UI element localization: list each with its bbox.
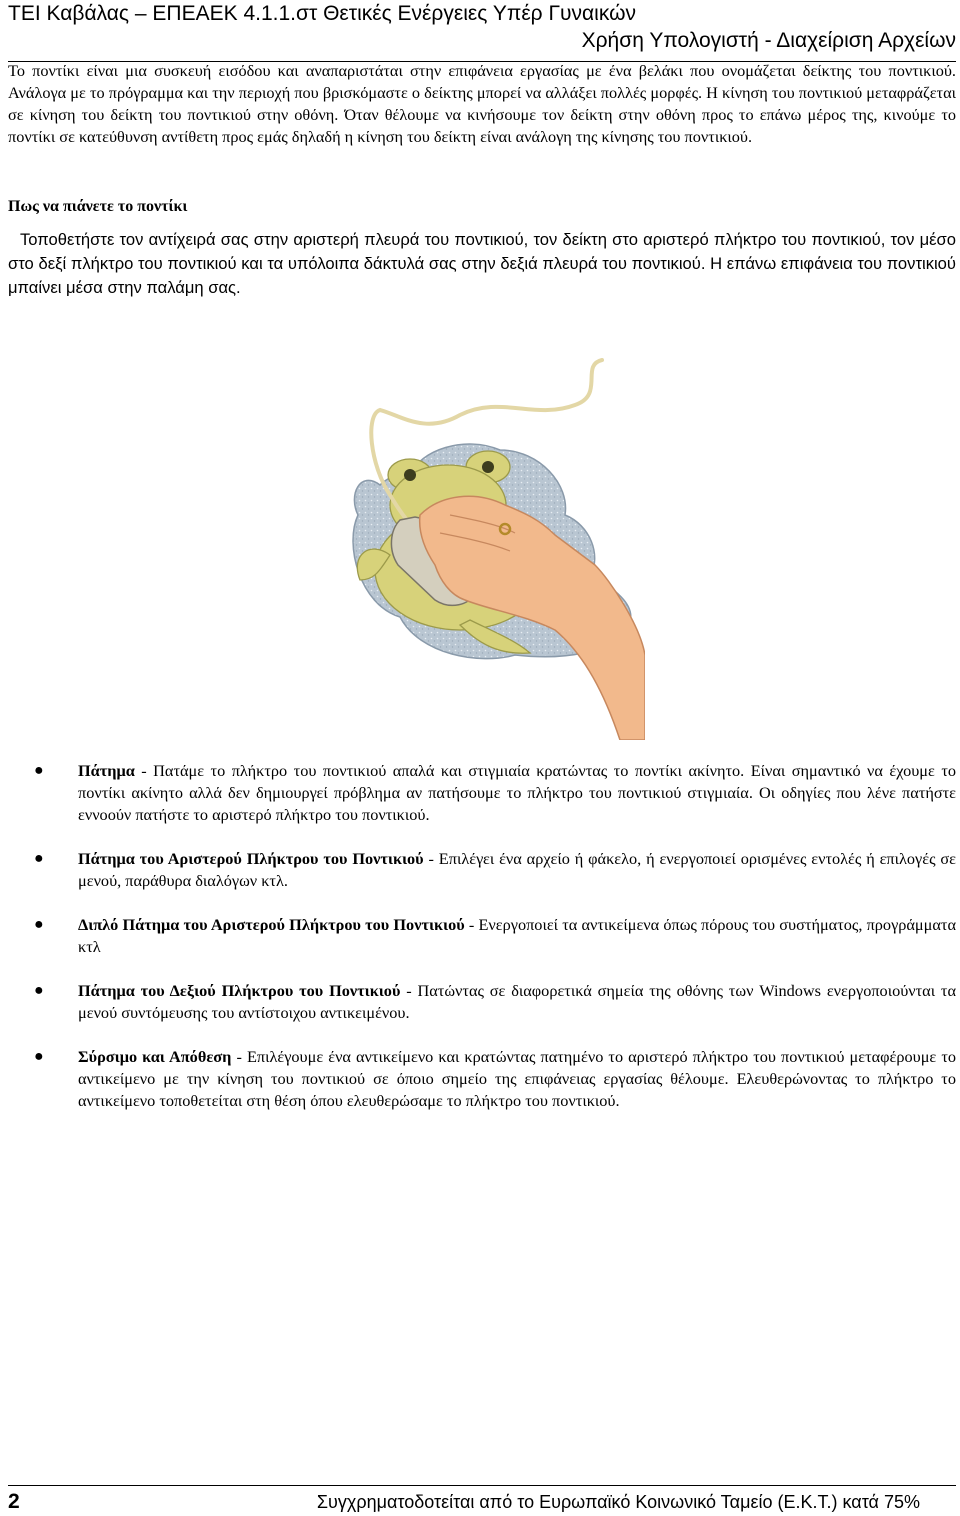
section-heading-holding-mouse: Πως να πιάνετε το ποντίκι: [8, 198, 188, 215]
list-item-right-click: ● Πάτημα του Δεξιού Πλήκτρου του Ποντικιού - Πατώντας σε διαφορετικά σημεία της οθόνης των Windows ενεργοποιούνται τα μενού συντόμευσης του αντίστοιχου αντικειμένου.: [34, 981, 957, 1022]
definition-text: Επιλέγει ένα αρχείο ή φάκελο, ή ενεργοποιεί ορισμένες εντολές ή επιλογές σε μενού, παράθυρα διαλόγων κτλ.: [78, 849, 957, 890]
term-label: Πάτημα: [78, 761, 135, 780]
header-course-title: Χρήση Υπολογιστή - Διαχείριση Αρχείων: [581, 29, 956, 52]
bullet-icon: ●: [34, 982, 44, 999]
term-label: Διπλό Πάτημα του Αριστερού Πλήκτρου του Ποντικιού: [78, 915, 465, 934]
definition-text: Πατώντας σε διαφορετικά σημεία της οθόνης των Windows ενεργοποιούνται τα μενού συντόμευσης του αντίστοιχου αντικειμένου.: [78, 981, 957, 1022]
term-label: Πάτημα του Δεξιού Πλήκτρου του Ποντικιού: [78, 981, 401, 1000]
definition-text: Πατάμε το πλήκτρο του ποντικιού απαλά και στιγμιαία κρατώντας το ποντίκι ακίνητο. Είναι σημαντικό να έχουμε το ποντίκι ακίνητο αλλά δεν δημιουργεί πρόβλημα αν πατήσουμε το πλήκτρο του ποντικιού στιγμιαία. Οι οδηγίες που λένε πατήστε εννοούν πατήστε το αριστερό πλήκτρο του ποντικιού.: [78, 761, 957, 824]
list-item-left-click: ● Πάτημα του Αριστερού Πλήκτρου του Ποντικιού - Επιλέγει ένα αρχείο ή φάκελο, ή ενεργοποιεί ορισμένες εντολές ή επιλογές σε μενού, παράθυρα διαλόγων κτλ.: [34, 849, 957, 890]
intro-paragraph: Το ποντίκι είναι μια συσκευή εισόδου και αναπαριστάται στην επιφάνεια εργασίας με ένα βελάκι που ονομάζεται δείκτης του ποντικιού. Ανάλογα με το πρόγραμμα και την περιοχή που βρισκόμαστε ο δείκτης μπορεί να αλλάξει πολλές μορφές. Η κίνηση του ποντικιού μεταφράζεται σε κίνηση του δείκτη του ποντικιού στην οθόνη. Όταν θέλουμε να κινήσουμε τον δείκτη στην οθόνη προς το επάνω μέρος της, κινούμε το ποντίκι σε κατεύθυνση αντίθετη προς εμάς δηλαδή η κίνηση του δείκτη είναι ανάλογη της κίνησης του ποντικιού.: [8, 61, 956, 146]
header-institution: ΤΕΙ Καβάλας – ΕΠΕΑΕΚ 4.1.1.στ Θετικές Ενέργειες Υπέρ Γυναικών: [8, 2, 636, 25]
bullet-icon: ●: [34, 762, 44, 779]
list-item-drag-and-drop: ● Σύρσιμο και Απόθεση - Επιλέγουμε ένα αντικείμενο και κρατώντας πατημένο το αριστερό πλήκτρο του ποντικιού μεταφέρουμε το αντικείμενο με την κίνηση του ποντικιού σε όποιο σημείο της επιφάνειας εργασίας θέλουμε. Ελευθερώνοντας το πλήκτρο το αντικείμενο τοποθετείται στη θέση όπου ελευθερώσαμε το πλήκτρο του ποντικιού.: [34, 1047, 957, 1110]
bullet-icon: ●: [34, 850, 44, 867]
term-label: Πάτημα του Αριστερού Πλήκτρου του Ποντικιού: [78, 849, 424, 868]
page-footer: [8, 1485, 956, 1516]
mouse-actions-list: [30, 760, 956, 1134]
list-item-double-click: ● Διπλό Πάτημα του Αριστερού Πλήκτρου του Ποντικιού - Ενεργοποιεί τα αντικείμενα όπως πόρους του συστήματος, προγράμματα κτλ: [34, 915, 956, 956]
holding-mouse-paragraph: Τοποθετήστε τον αντίχειρά σας στην αριστερή πλευρά του ποντικιού, τον δείκτη στο αριστερό πλήκτρο του ποντικιού, τον μέσο στο δεξί πλήκτρο του ποντικιού και τα υπόλοιπα δάκτυλά σας στην δεξιά πλευρά του ποντικιού. Η επάνω επιφάνεια του ποντικιού μπαίνει μέσα στην παλάμη σας.: [8, 230, 956, 297]
term-label: Σύρσιμο και Απόθεση: [78, 1047, 232, 1066]
definition-text: Επιλέγουμε ένα αντικείμενο και κρατώντας πατημένο το αριστερό πλήκτρο του ποντικιού μεταφέρουμε το αντικείμενο με την κίνηση του ποντικιού σε όποιο σημείο της επιφάνειας εργασίας θέλουμε. Ελευθερώνοντας το πλήκτρο το αντικείμενο τοποθετείται στη θέση όπου ελευθερώσαμε το πλήκτρο του ποντικιού.: [78, 1047, 957, 1110]
list-item-click: ● Πάτημα - Πατάμε το πλήκτρο του ποντικιού απαλά και στιγμιαία κρατώντας το ποντίκι ακίνητο. Είναι σημαντικό να έχουμε το ποντίκι ακίνητο αλλά δεν δημιουργεί πρόβλημα αν πατήσουμε το πλήκτρο του ποντικιού στιγμιαία. Οι οδηγίες που λένε πατήστε εννοούν πατήστε το αριστερό πλήκτρο του ποντικιού.: [34, 761, 957, 824]
bullet-icon: ●: [34, 916, 44, 933]
page-header: [8, 0, 956, 62]
bullet-icon: ●: [34, 1048, 44, 1065]
definition-text: Ενεργοποιεί τα αντικείμενα όπως πόρους του συστήματος, προγράμματα κτλ: [78, 915, 956, 956]
hand-on-mouse-illustration: [340, 355, 645, 740]
page-number: 2: [8, 1490, 20, 1513]
funding-note: Συγχρηματοδοτείται από το Ευρωπαϊκό Κοινωνικό Ταμείο (Ε.Κ.Τ.) κατά 75%: [316, 1492, 920, 1512]
